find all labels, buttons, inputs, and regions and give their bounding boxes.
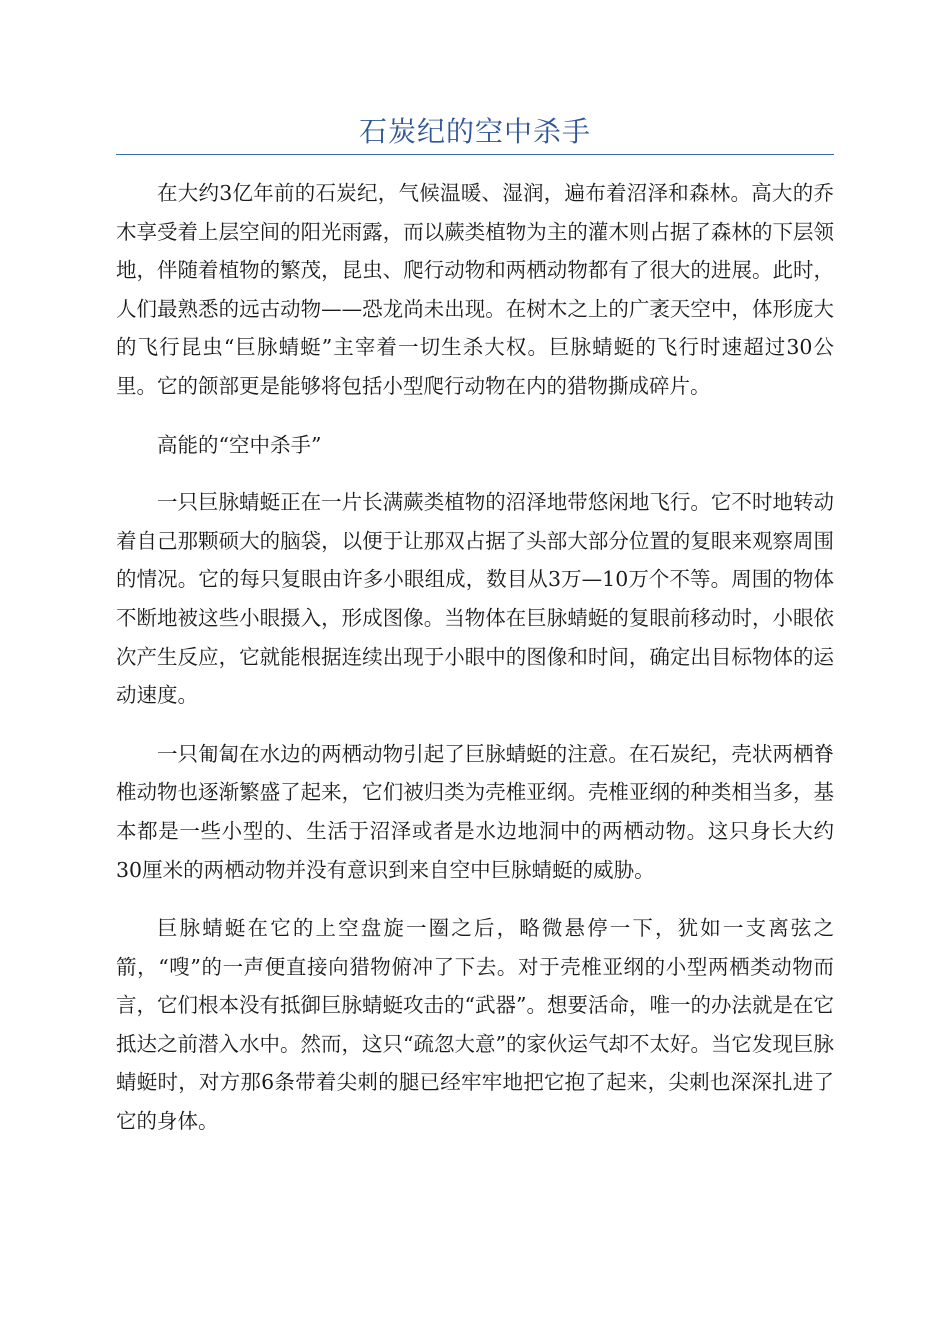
paragraph-intro: 在大约3亿年前的石炭纪，气候温暖、湿润，遍布着沼泽和森林。高大的乔木享受着上层空间的阳光雨露，而以蕨类植物为主的灌木则占据了森林的下层领地，伴随着植物的繁茂，昆虫、爬行动物和两栖动物都有了很大的进展。此时，人们最熟悉的远古动物——恐龙尚未出现。在树木之上的广袤天空中，体形庞大的飞行昆虫“巨脉蜻蜓”主宰着一切生杀大权。巨脉蜻蜓的飞行时速超过30公里。它的颌部更是能够将包括小型爬行动物在内的猎物撕成碎片。 — [116, 181, 834, 398]
paragraph-attack: 巨脉蜻蜓在它的上空盘旋一圈之后，略微悬停一下，犹如一支离弦之箭，“嗖”的一声便直接向猎物俯冲了下去。对于壳椎亚纲的小型两栖类动物而言，它们根本没有抵御巨脉蜻蜓攻击的“武器”。想要活命，唯一的办法就是在它抵达之前潜入水中。然而，这只“疏忽大意”的家伙运气却不太好。当它发现巨脉蜻蜓时，对方那6条带着尖刺的腿已经牢牢地把它抱了起来，尖刺也深深扎进了它的身体。 — [116, 916, 834, 1134]
paragraph-compound-eyes: 一只巨脉蜻蜓正在一片长满蕨类植物的沼泽地带悠闲地飞行。它不时地转动着自己那颗硕大的脑袋，以便于让那双占据了头部大部分位置的复眼来观察周围的情况。它的每只复眼由许多小眼组成，数目从3万—10万个不等。周围的物体不断地被这些小眼摄入，形成图像。当物体在巨脉蜻蜓的复眼前移动时，小眼依次产生反应，它就能根据连续出现于小眼中的图像和时间，确定出目标物体的运动速度。 — [116, 490, 834, 708]
title-underline — [116, 154, 834, 155]
document-body — [116, 174, 834, 1161]
section-heading: 高能的“空中杀手” — [157, 432, 322, 457]
document-title: 石炭纪的空中杀手 — [358, 115, 591, 148]
paragraph-amphibian: 一只匍匐在水边的两栖动物引起了巨脉蜻蜓的注意。在石炭纪，壳状两栖脊椎动物也逐渐繁盛了起来，它们被归类为壳椎亚纲。壳椎亚纲的种类相当多，基本都是一些小型的、生活于沼泽或者是水边地洞中的两栖动物。这只身长大约30厘米的两栖动物并没有意识到来自空中巨脉蜻蜓的威胁。 — [116, 741, 834, 882]
